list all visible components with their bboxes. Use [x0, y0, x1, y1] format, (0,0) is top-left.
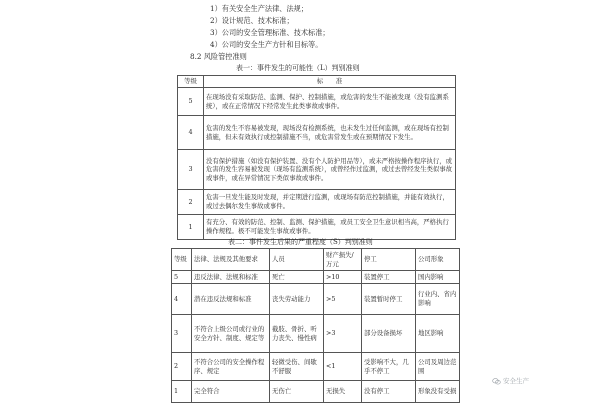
grade-cell: 5 [178, 88, 204, 116]
law-cell: 违反法律、法规和标准 [192, 271, 270, 284]
image-cell: 公司及周边范围 [416, 353, 460, 381]
image-cell: 地区影响 [416, 315, 460, 353]
table-row [178, 190, 456, 215]
grade-cell: 2 [178, 190, 204, 215]
watermark [492, 376, 529, 385]
image-cell: 形象没有受损 [416, 381, 460, 403]
image-cell: 国内影响 [416, 271, 460, 284]
likelihood-table [177, 75, 456, 240]
property-loss-cell: <1 [324, 353, 362, 381]
law-cell: 不符合上级公司或行业的安全方针、制度、规定等 [192, 315, 270, 353]
table-row [172, 271, 460, 284]
criterion-cell: 危害一旦发生能及时发现，并定期进行监测，或现场有防范控制措施，并能有效执行，或过去偶尔发生事故或事件。 [204, 190, 456, 215]
wechat-icon [492, 378, 501, 385]
shutdown-cell: 装置停工 [362, 271, 416, 284]
shutdown-cell: 没有停工 [362, 381, 416, 403]
shutdown-cell: 受影响不大，几乎不停工 [362, 353, 416, 381]
grade-cell: 1 [172, 381, 192, 403]
criterion-cell: 有充分、有效的防范、控制、监测、保护措施，或员工安全卫生意识相当高，严格执行操作规程。极不可能发生事故或事件。 [204, 215, 456, 240]
header-grade: 等级 [178, 76, 204, 88]
header-property-loss: 财产损失/万元 [324, 249, 362, 271]
property-loss-cell: 无损失 [324, 381, 362, 403]
table-row [178, 215, 456, 240]
property-loss-cell: >10 [324, 271, 362, 284]
law-cell: 不符合公司的安全操作程序、规定 [192, 353, 270, 381]
intro-item-2: 2）设计规范、技术标准； [210, 16, 294, 25]
criterion-cell: 没有保护措施（如没有保护装置、没有个人防护用品等），或未严格按操作程序执行，或危害的发生容易被发现（现场有监测系统），或曾经作过监测，或过去曾经发生类似事故或事件，或在异常情况下类似事故或事件。 [204, 150, 456, 190]
header-law: 法律、法规及其他要求 [192, 249, 270, 271]
image-cell: 行业内、省内影响 [416, 284, 460, 315]
header-criterion: 标 准 [204, 76, 456, 88]
grade-cell: 3 [178, 150, 204, 190]
personnel-cell: 截肢、骨折、听力丧失、慢性病 [270, 315, 324, 353]
personnel-cell: 丧失劳动能力 [270, 284, 324, 315]
law-cell: 潜在违反法规和标准 [192, 284, 270, 315]
header-personnel: 人员 [270, 249, 324, 271]
grade-cell: 1 [178, 215, 204, 240]
intro-item-4: 4）公司的安全生产方针和目标等。 [210, 40, 323, 49]
header-grade: 等级 [172, 249, 192, 271]
header-image: 公司形象 [416, 249, 460, 271]
grade-cell: 3 [172, 315, 192, 353]
table-row [172, 381, 460, 403]
section-heading: 8.2 风险管控准则 [190, 52, 247, 61]
grade-cell: 5 [172, 271, 192, 284]
table-row [178, 88, 456, 116]
personnel-cell: 死亡 [270, 271, 324, 284]
table-row [172, 315, 460, 353]
grade-cell: 4 [172, 284, 192, 315]
grade-cell: 2 [172, 353, 192, 381]
criterion-cell: 在现场没有采取防范、监测、保护、控制措施，或危害的发生不能被发现（没有监测系统），或在正常情况下经常发生此类事故或事件。 [204, 88, 456, 116]
table-header-row [178, 76, 456, 88]
law-cell: 完全符合 [192, 381, 270, 403]
property-loss-cell: >5 [324, 284, 362, 315]
shutdown-cell: 装置暂时停工 [362, 284, 416, 315]
grade-cell: 4 [178, 116, 204, 150]
property-loss-cell: >3 [324, 315, 362, 353]
intro-item-1: 1）有关安全生产法律、法规； [210, 4, 309, 13]
table-header-row [172, 249, 460, 271]
criterion-cell: 危害的发生不容易被发现，现场没有检测系统，也未发生过任何监测，或在现场有控制措施，但未有效执行或控制措施不当，或危害常发生或在预期情况下发生。 [204, 116, 456, 150]
header-shutdown: 停工 [362, 249, 416, 271]
table2-caption: 表二：事件发生后果的严重程度（S）判别准则 [228, 238, 373, 246]
table-row [178, 116, 456, 150]
personnel-cell: 轻微受伤、间歇不舒服 [270, 353, 324, 381]
table-row [178, 150, 456, 190]
intro-item-3: 3）公司的安全管理标准、技术标准； [210, 28, 330, 37]
table1-caption: 表一：事件发生的可能性（L）判别准则 [236, 64, 360, 72]
watermark-text: 安全生产 [503, 377, 529, 385]
table-row [172, 284, 460, 315]
personnel-cell: 无伤亡 [270, 381, 324, 403]
table-row [172, 353, 460, 381]
severity-table [171, 248, 460, 403]
shutdown-cell: 部分设备损坏 [362, 315, 416, 353]
